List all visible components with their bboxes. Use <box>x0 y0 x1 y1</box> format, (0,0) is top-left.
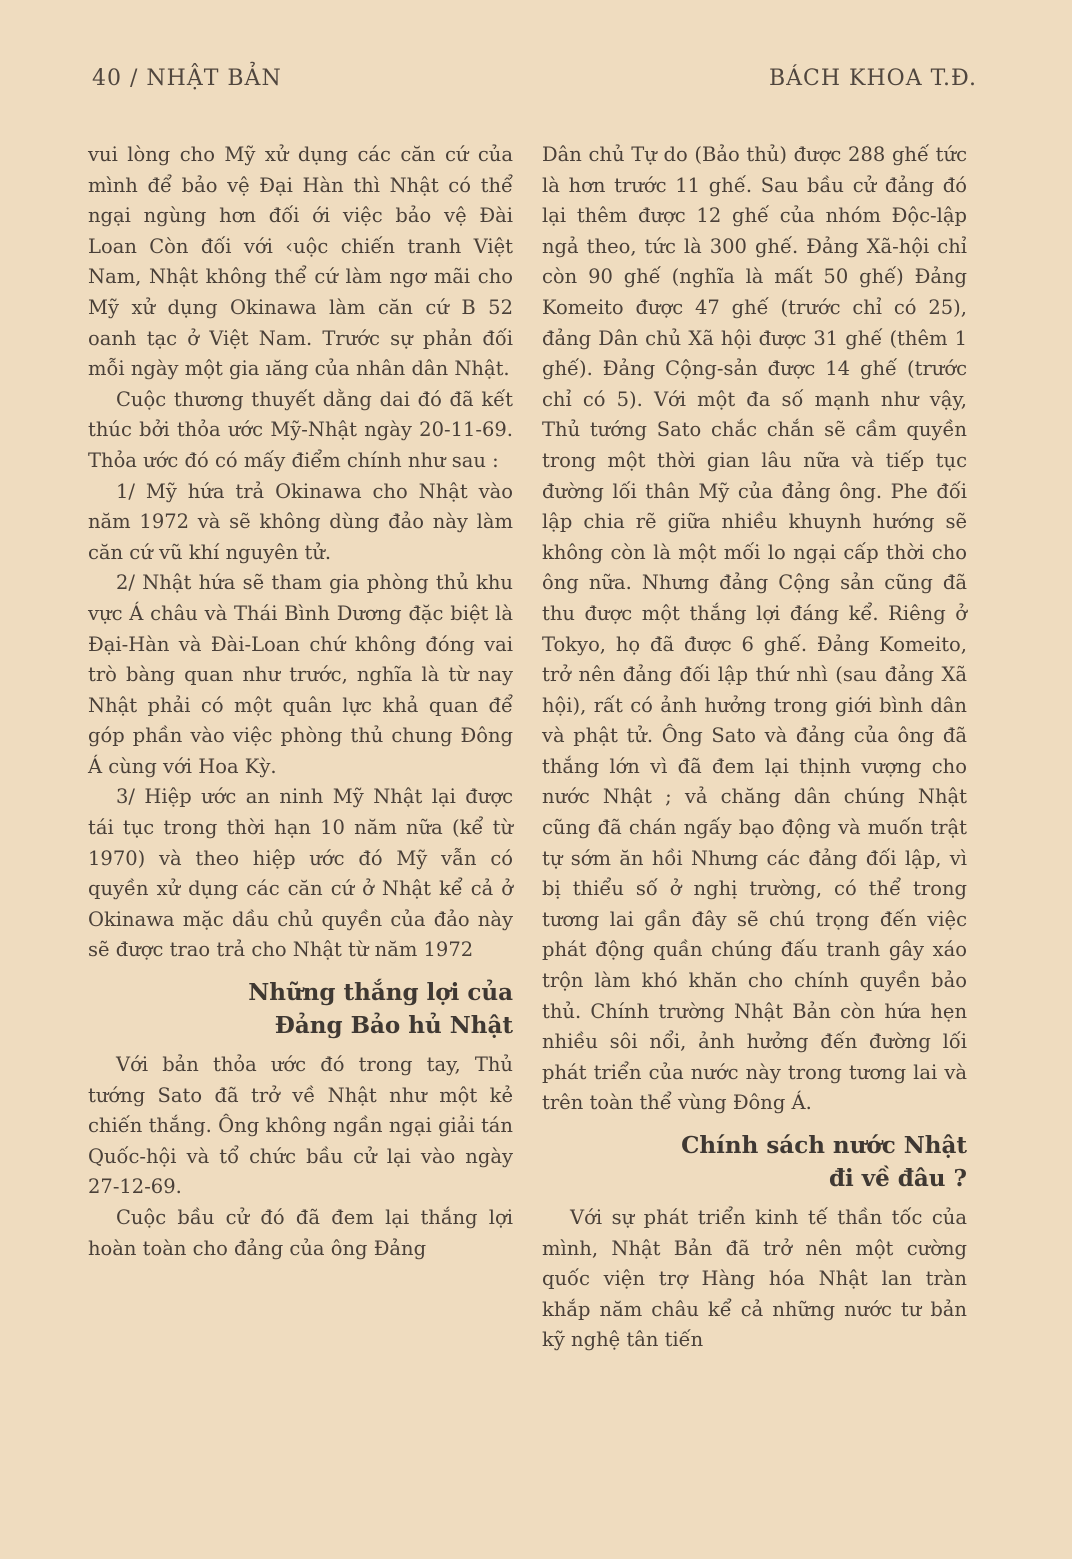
section-heading-line: đi về đâu ? <box>828 1165 967 1192</box>
paragraph: Với bản thỏa ước đó trong tay, Thủ tướng Sato đã trở về Nhật như một kẻ chiến thắng. Ông không ngần ngại giải tán Quốc-hội và tổ chức bầu cử lại vào ngày 27-12-69. <box>88 1053 513 1199</box>
paragraph: Cuộc bầu cử đó đã đem lại thắng lợi hoàn toàn cho đảng của ông Đảng <box>88 1206 513 1260</box>
right-column <box>542 140 967 1356</box>
page-header-right: BÁCH KHOA T.Đ. <box>768 66 977 91</box>
section-heading-line: Những thắng lợi của <box>248 979 513 1007</box>
section-heading-line: Đảng Bảo hủ Nhật <box>274 1012 513 1040</box>
paragraph: vui lòng cho Mỹ xử dụng các căn cứ của mình để bảo vệ Đại Hàn thì Nhật có thể ngại ngùng hơn đối ới việc bảo vệ Đài Loan Còn đối với ‹uộc chiến tranh Việt Nam, Nhật không thể cứ làm ngơ mãi cho Mỹ xử dụng Okinawa làm căn cứ B 52 oanh tạc ở Việt Nam. Trước sự phản đối mỗi ngày một gia ıăng của nhân dân Nhật. <box>88 143 513 381</box>
paragraph: 1/ Mỹ hứa trả Okinawa cho Nhật vào năm 1972 và sẽ không dùng đảo này làm căn cứ vũ khí nguyên tử. <box>88 479 513 564</box>
section-heading-line: Chính sách nước Nhật <box>681 1132 967 1159</box>
paragraph: Dân chủ Tự do (Bảo thủ) được 288 ghế tức là hơn trước 11 ghế. Sau bầu cử đảng đó lại thêm được 12 ghế của nhóm Độc-lập ngả theo, tức là 300 ghế. Đảng Xã-hội chỉ còn 90 ghế (nghĩa là mất 50 ghế) Đảng Komeito được 47 ghế (trước chỉ có 25), đảng Dân chủ Xã hội được 31 ghế (thêm 1 ghế). Đảng Cộng-sản được 14 ghế (trước chỉ có 5). Với một đa số mạnh như vậy, Thủ tướng Sato chắc chắn sẽ cầm quyền trong một thời gian lâu nữa và tiếp tục đường lối thân Mỹ của đảng ông. Phe đối lập chia rẽ giữa nhiều khuynh hướng sẽ không còn là một mối lo ngại cấp thời cho ông nữa. Nhưng đảng Cộng sản cũng đã thu được một thắng lợi đáng kể. Riêng ở Tokyo, họ đã được 6 ghế. Đảng Komeito, trở nên đảng đối lập thứ nhì (sau đảng Xã hội), rất có ảnh hưởng trong giới bình dân và phật tử. Ông Sato và đảng của ông đã thắng lớn vì đã đem lại thịnh vượng cho nước Nhật ; vả chăng dân chúng Nhật cũng đã chán ngấy bạo động và muốn trật tự sớm ăn hồi Nhưng các đảng đối lập, vì bị thiểu số ở nghị trường, có thể trong tương lai gần đây sẽ chú trọng đến việc phát động quần chúng đấu tranh gây xáo trộn làm khó khăn cho chính quyền bảo thủ. Chính trường Nhật Bản còn hứa hẹn nhiều sôi nổi, ảnh hưởng đến đường lối phát triển của nước này trong tương lai và trên toàn thể vùng Đông Á. <box>542 143 967 1115</box>
section-heading <box>542 1129 967 1195</box>
paragraph: Cuộc thương thuyết dằng dai đó đã kết thúc bởi thỏa ước Mỹ-Nhật ngày 20-11-69. Thỏa ước đó có mấy điểm chính như sau : <box>88 387 513 472</box>
section-heading <box>88 976 513 1042</box>
left-column <box>88 140 513 1264</box>
paragraph: 3/ Hiệp ước an ninh Mỹ Nhật lại được tái tục trong thời hạn 10 năm nữa (kể từ 1970) và theo hiệp ước đó Mỹ vẫn có quyền xử dụng các căn cứ ở Nhật kể cả ở Okinawa mặc dầu chủ quyền của đảo này sẽ được trao trả cho Nhật từ năm 1972 <box>88 785 513 962</box>
paragraph: 2/ Nhật hứa sẽ tham gia phòng thủ khu vực Á châu và Thái Bình Dương đặc biệt là Đại-Hàn và Đài-Loan chứ không đóng vai trò bàng quan như trước, nghĩa là từ nay Nhật phải có một quân lực khả quan để góp phần vào việc phòng thủ chung Đông Á cùng với Hoa Kỳ. <box>88 571 513 778</box>
page-header-left: 40 / NHẬT BẢN <box>92 66 282 91</box>
paragraph: Với sự phát triển kinh tế thần tốc của mình, Nhật Bản đã trở nên một cường quốc viện trợ Hàng hóa Nhật lan tràn khắp năm châu kể cả những nước tư bản kỹ nghệ tân tiến <box>542 1206 967 1352</box>
